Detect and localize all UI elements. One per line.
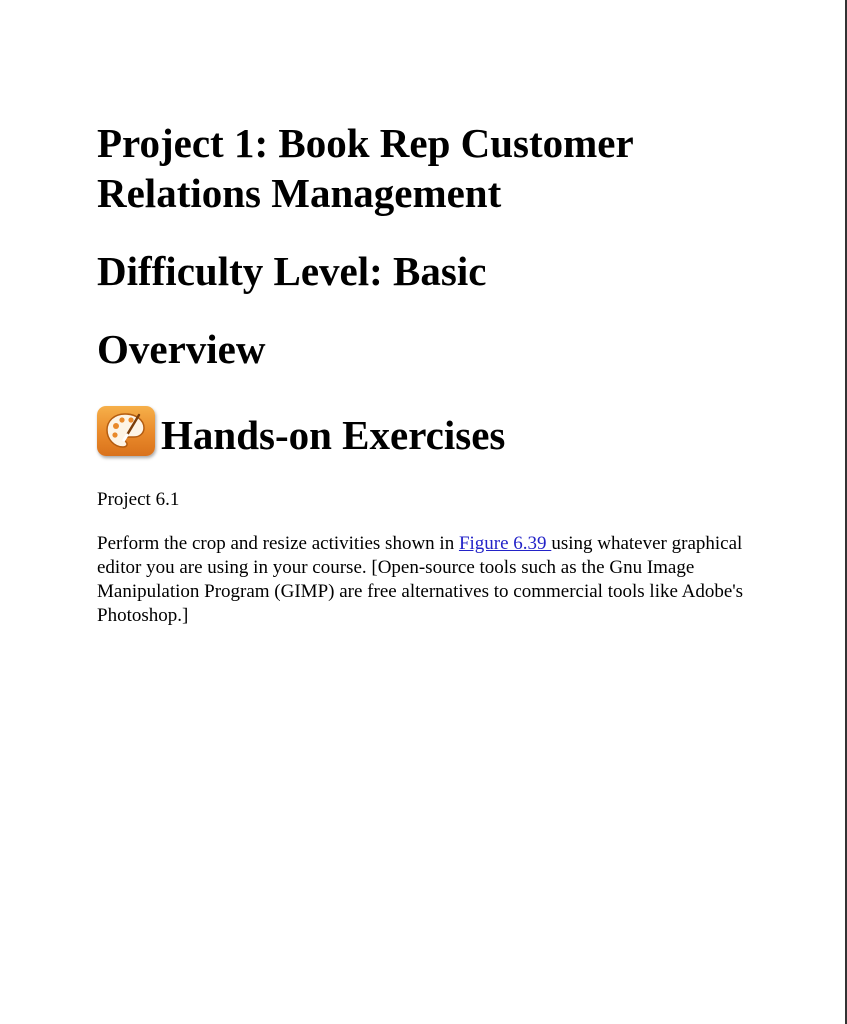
exercises-title: Hands-on Exercises [161, 412, 506, 458]
document-content [97, 118, 757, 628]
paragraph-text-before-link: Perform the crop and resize activities shown in [97, 533, 459, 554]
difficulty-heading: Difficulty Level: Basic [97, 248, 487, 294]
instructions-paragraph [97, 532, 757, 628]
paragraph-text-after-link: using whatever graphical editor you are using in your course. [Open-source tools such as the Gnu Image Manipulation Program (GIMP) are free alternatives to commercial tools like Adobe's Photoshop.] [97, 533, 744, 626]
exercises-heading [97, 406, 757, 460]
overview-heading: Overview [97, 326, 266, 372]
project-label: Project 6.1 [97, 489, 180, 510]
palette-icon [97, 406, 155, 456]
document-title: Project 1: Book Rep Customer Relations Management [97, 120, 633, 216]
figure-link[interactable]: Figure 6.39 [458, 533, 552, 554]
